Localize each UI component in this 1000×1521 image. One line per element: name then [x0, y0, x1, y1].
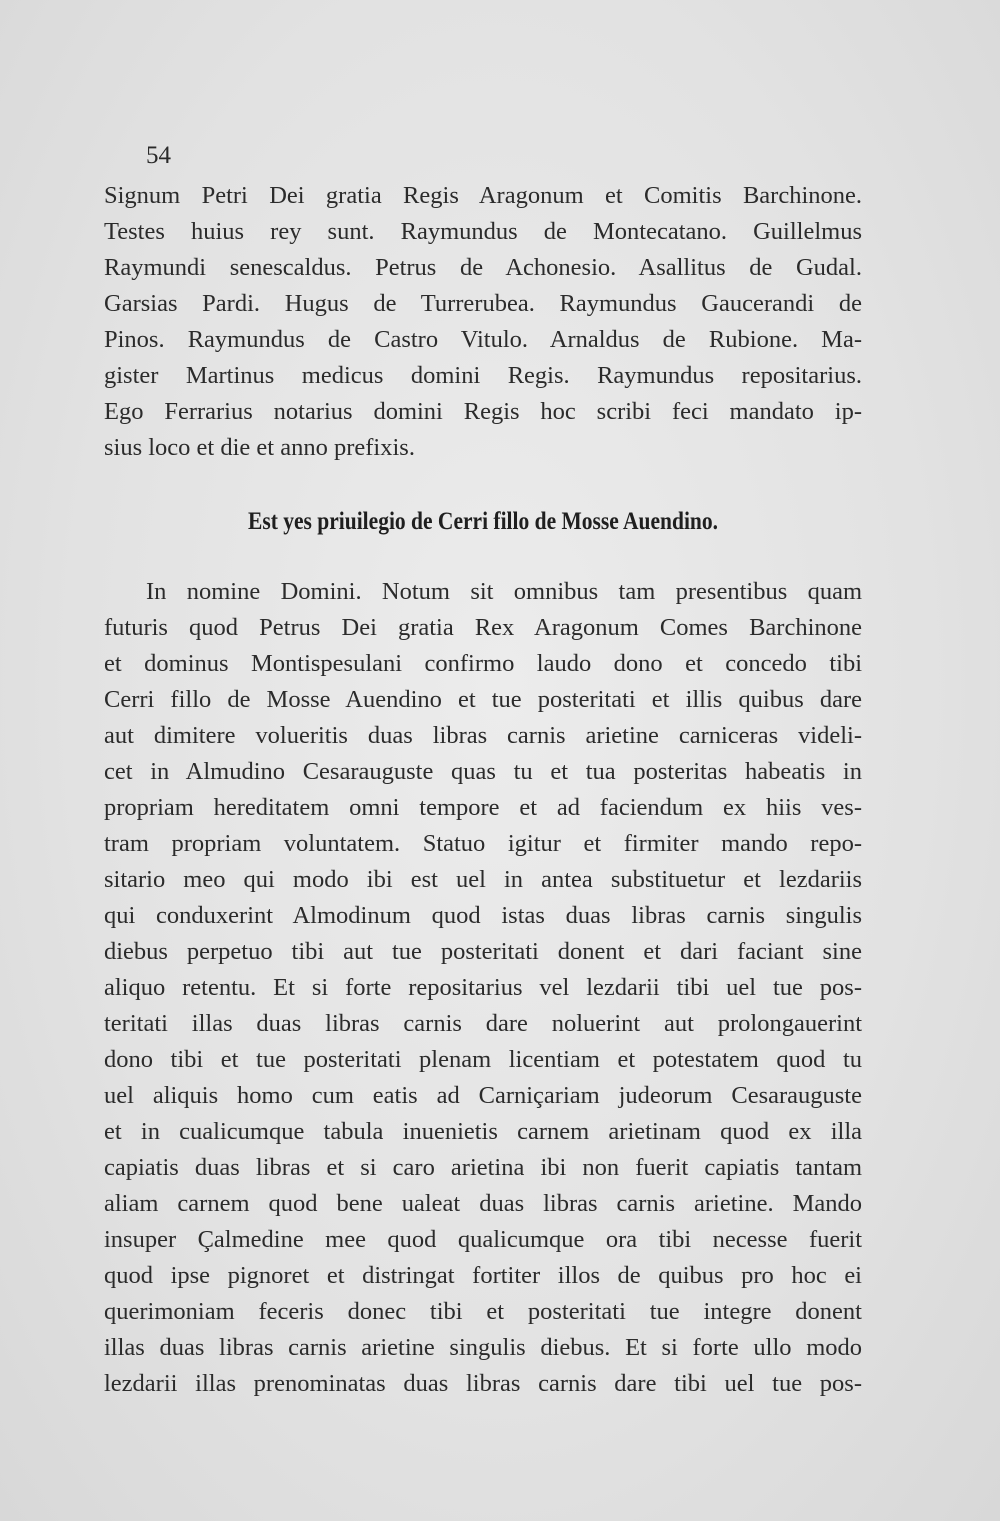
text-line: Garsias Pardi. Hugus de Turrerubea. Raymundus Gaucerandi de — [104, 290, 862, 317]
text-line: propriam hereditatem omni tempore et ad faciendum ex hiis ves- — [104, 794, 862, 821]
text-line: tram propriam voluntatem. Statuo igitur et firmiter mando repo- — [104, 830, 862, 857]
text-line: et dominus Montispesulani confirmo laudo dono et concedo tibi — [104, 650, 862, 677]
text-line: insuper Çalmedine mee quod qualicumque ora tibi necesse fuerit — [104, 1226, 862, 1253]
text-line: Pinos. Raymundus de Castro Vitulo. Arnaldus de Rubione. Ma- — [104, 326, 862, 353]
text-line: gister Martinus medicus domini Regis. Raymundus repositarius. — [104, 362, 862, 389]
text-line: aut dimitere volueritis duas libras carnis arietine carniceras videli- — [104, 722, 862, 749]
page-number: 54 — [146, 142, 171, 169]
text-line: Testes huius rey sunt. Raymundus de Montecatano. Guillelmus — [104, 218, 862, 245]
text-line: lezdarii illas prenominatas duas libras carnis dare tibi uel tue pos- — [104, 1370, 862, 1397]
text-line: Signum Petri Dei gratia Regis Aragonum et Comitis Barchinone. — [104, 182, 862, 209]
text-line: sius loco et die et anno prefixis. — [104, 434, 415, 461]
text-line: qui conduxerint Almodinum quod istas duas libras carnis singulis — [104, 902, 862, 929]
text-line: In nomine Domini. Notum sit omnibus tam presentibus quam — [146, 578, 862, 605]
text-line: et in cualicumque tabula inuenietis carnem arietinam quod ex illa — [104, 1118, 862, 1145]
text-line: Cerri fillo de Mosse Auendino et tue posteritati et illis quibus dare — [104, 686, 862, 713]
text-line: aliam carnem quod bene ualeat duas libras carnis arietine. Mando — [104, 1190, 862, 1217]
text-line: Raymundi senescaldus. Petrus de Achonesio. Asallitus de Gudal. — [104, 254, 862, 281]
text-line: capiatis duas libras et si caro arietina ibi non fuerit capiatis tantam — [104, 1154, 862, 1181]
text-line: illas duas libras carnis arietine singulis diebus. Et si forte ullo modo — [104, 1334, 862, 1361]
text-line: quod ipse pignoret et distringat fortiter illos de quibus pro hoc ei — [104, 1262, 862, 1289]
text-line: futuris quod Petrus Dei gratia Rex Aragonum Comes Barchinone — [104, 614, 862, 641]
text-line: aliquo retentu. Et si forte repositarius vel lezdarii tibi uel tue pos- — [104, 974, 862, 1001]
text-line: Ego Ferrarius notarius domini Regis hoc scribi feci mandato ip- — [104, 398, 862, 425]
text-line: teritati illas duas libras carnis dare noluerint aut prolongauerint — [104, 1010, 862, 1037]
text-line: uel aliquis homo cum eatis ad Carniçariam judeorum Cesarauguste — [104, 1082, 862, 1109]
text-line: cet in Almudino Cesarauguste quas tu et tua posteritas habeatis in — [104, 758, 862, 785]
section-heading: Est yes priuilegio de Cerri fillo de Mosse Auendino. — [247, 508, 719, 535]
text-line: querimoniam feceris donec tibi et posteritati tue integre donent — [104, 1298, 862, 1325]
text-line: sitario meo qui modo ibi est uel in antea substituetur et lezdariis — [104, 866, 862, 893]
text-line: dono tibi et tue posteritati plenam licentiam et potestatem quod tu — [104, 1046, 862, 1073]
text-line: diebus perpetuo tibi aut tue posteritati donent et dari faciant sine — [104, 938, 862, 965]
